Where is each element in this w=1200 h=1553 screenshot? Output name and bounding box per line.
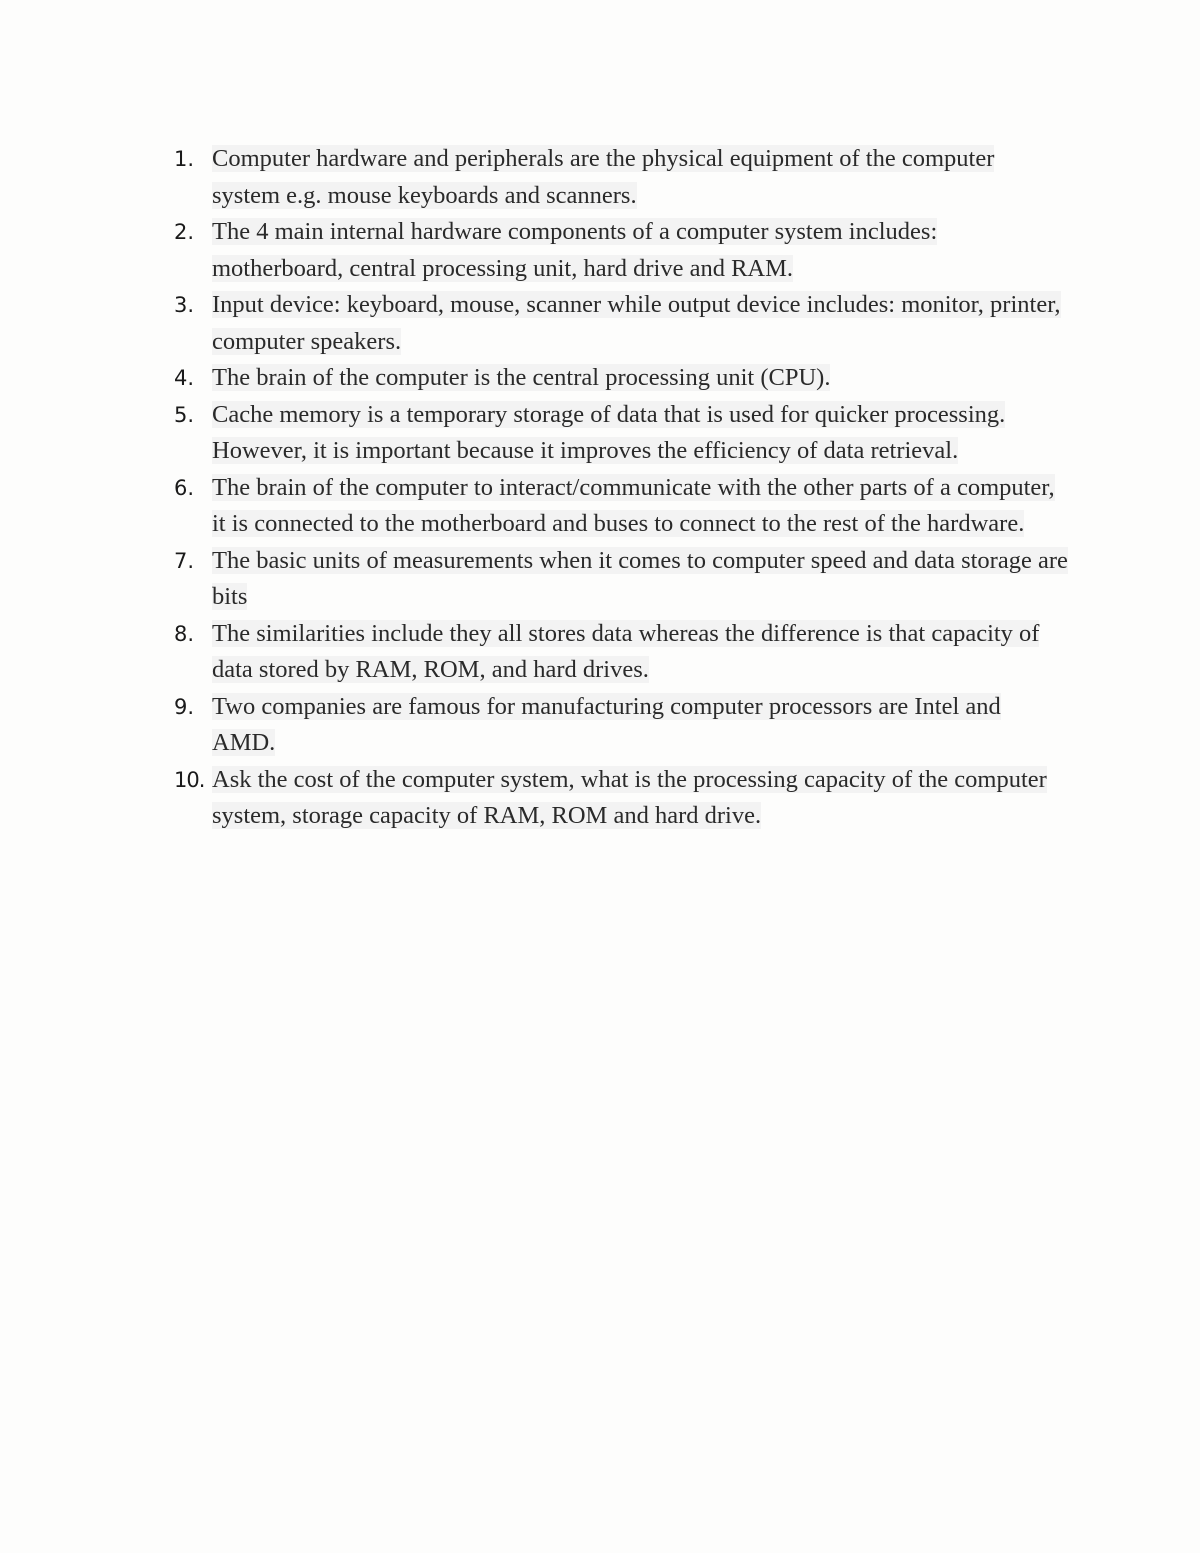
list-item	[168, 543, 1068, 616]
item-number: 1.	[174, 147, 195, 171]
item-text: Ask the cost of the computer system, what is the processing capacity of the computer system, storage capacity of RAM, ROM and hard drive.	[212, 765, 1047, 829]
item-number: 10.	[174, 767, 205, 792]
item-text: The similarities include they all stores data whereas the difference is that capacity of data stored by RAM, ROM, and hard drives.	[212, 619, 1040, 683]
item-number: 4.	[174, 366, 195, 390]
list-item	[168, 214, 1068, 287]
list-item	[168, 470, 1068, 543]
item-number: 3.	[174, 293, 195, 317]
list-item	[168, 616, 1068, 689]
item-text: Two companies are famous for manufacturing computer processors are Intel and AMD.	[212, 692, 1001, 756]
item-text: The brain of the computer is the central processing unit (CPU).	[212, 364, 831, 391]
item-number: 9.	[174, 694, 195, 719]
item-number: 2.	[174, 220, 195, 244]
item-number: 5.	[174, 402, 195, 427]
item-text: Cache memory is a temporary storage of data that is used for quicker processing. However, it is important because it improves the efficiency of data retrieval.	[212, 400, 1006, 464]
item-text: The basic units of measurements when it comes to computer speed and data storage are bits	[212, 546, 1068, 610]
item-number: 7.	[174, 548, 195, 573]
list-item	[168, 360, 1068, 397]
list-item	[168, 397, 1068, 470]
answer-list	[168, 141, 1068, 835]
item-text: The brain of the computer to interact/communicate with the other parts of a computer, it is connected to the motherboard and buses to connect to the rest of the hardware.	[212, 473, 1055, 537]
item-text: The 4 main internal hardware components of a computer system includes: motherboard, central processing unit, hard drive and RAM.	[212, 218, 938, 282]
item-text: Computer hardware and peripherals are the physical equipment of the computer system e.g. mouse keyboards and scanners.	[212, 145, 995, 209]
item-text: Input device: keyboard, mouse, scanner while output device includes: monitor, printer, computer speakers.	[212, 291, 1061, 355]
item-number: 6.	[174, 475, 195, 500]
list-item	[168, 689, 1068, 762]
list-item	[168, 287, 1068, 360]
list-item	[168, 141, 1068, 214]
list-item	[168, 762, 1068, 835]
item-number: 8.	[174, 621, 195, 646]
